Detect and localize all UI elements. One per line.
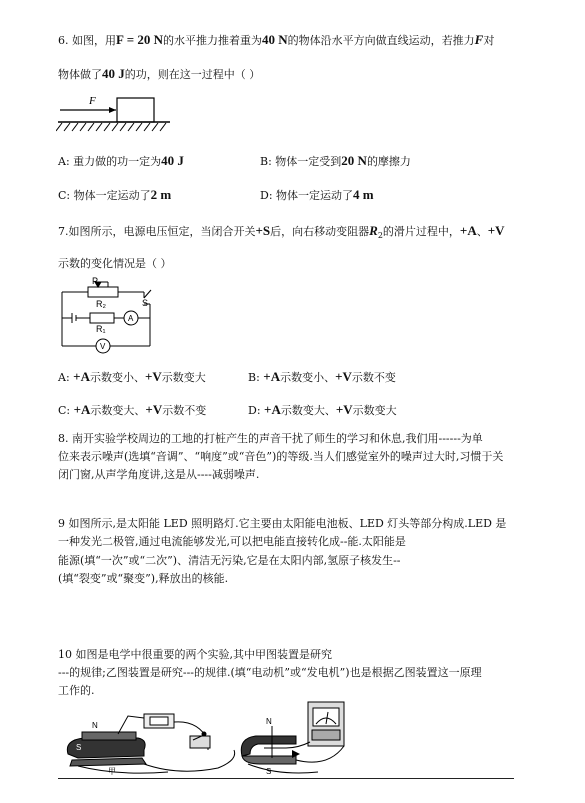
q7-line2: 示数的变化情况是（ ） xyxy=(58,257,172,270)
q10-line3: 工作的. xyxy=(58,684,95,697)
q6-option-d[interactable]: D: 物体一定运动了4 m xyxy=(260,187,374,202)
q10-line2: ---的规律;乙图装置是研究---的规律.(填“电动机”或“发电机”)也是根据乙图装置这一原理 xyxy=(58,666,482,679)
q6-option-c[interactable]: C: 物体一定运动了2 m xyxy=(58,187,172,202)
q6-line1: 6. 如图，用F = 20 N的水平推力推着重为40 N的物体沿水平方向做直线运动，若推力F对 xyxy=(58,32,495,47)
label-r1: R₁ xyxy=(96,324,106,334)
label-s: S xyxy=(142,298,149,308)
label-jia: 甲 xyxy=(108,767,116,776)
q7-option-d[interactable]: D: +A示数变大、+V示数变大 xyxy=(248,402,397,417)
math-f-eq: F = 20 N xyxy=(116,32,164,47)
q8-line3: 闭门窗,从声学角度讲,这是从----减弱噪声. xyxy=(58,468,260,481)
footer-rule xyxy=(58,778,514,779)
q7-option-b[interactable]: B: +A示数变小、+V示数不变 xyxy=(248,369,396,384)
q9-line4: (填“裂变”或“聚变”),释放出的核能. xyxy=(58,572,229,585)
q6-figure xyxy=(56,92,176,138)
q9-line3: 能源(填“一次”或“二次”)、清洁无污染,它是在太阳内部,氢原子核发生-- xyxy=(58,554,401,567)
q7-circuit-diagram xyxy=(58,276,170,358)
label-p: P xyxy=(92,276,99,286)
label-n-jia: N xyxy=(92,721,98,730)
label-s-yi: S xyxy=(266,767,272,776)
math-40n: 40 N xyxy=(262,32,288,47)
q8-line1: 8. 南开实验学校周边的工地的打桩产生的声音干扰了师生的学习和休息,我们用------为单 xyxy=(58,432,483,445)
label-n-yi: N xyxy=(266,717,272,726)
label-s-jia: S xyxy=(76,743,82,752)
q8-line2: 位来表示噪声(选填“音调”、“响度”或“音色”)的等级.当人们感觉室外的噪声过大时,习惯于关 xyxy=(58,450,504,463)
q7-option-a[interactable]: A: +A示数变小、+V示数变大 xyxy=(58,369,206,384)
q7-option-c[interactable]: C: +A示数变大、+V示数不变 xyxy=(58,402,207,417)
q9-line2: 一种发光二极管,通过电流能够发光,可以把电能直接转化成--能.太阳能是 xyxy=(58,535,406,548)
q6-option-b[interactable]: B: 物体一定受到20 N的摩擦力 xyxy=(260,153,411,168)
q10-figure-jia xyxy=(58,710,248,776)
label-r2: R₂ xyxy=(96,299,106,309)
q6-line2: 物体做了40 J的功，则在这一过程中（ ） xyxy=(58,66,261,81)
q6-option-a[interactable]: A: 重力做的功一定为40 J xyxy=(58,153,184,168)
q7-line1: 7.如图所示，电源电压恒定，当闭合开关+S后，向右移动变阻器$R_2$的滑片过程中，+A、+V xyxy=(58,223,505,241)
ammeter-icon: A xyxy=(128,314,134,323)
voltmeter-icon: V xyxy=(100,342,106,351)
math-40j: 40 J xyxy=(102,66,125,81)
q10-figure-yi xyxy=(238,698,368,776)
math-f: F xyxy=(474,32,484,47)
q9-line1: 9 如图所示,是太阳能 LED 照明路灯.它主要由太阳能电池板、LED 灯头等部分构成.LED 是 xyxy=(58,517,507,530)
q10-line1: 10 如图是电学中很重要的两个实验,其中甲图装置是研究 xyxy=(58,648,332,661)
fig-label-f: F xyxy=(89,95,96,107)
